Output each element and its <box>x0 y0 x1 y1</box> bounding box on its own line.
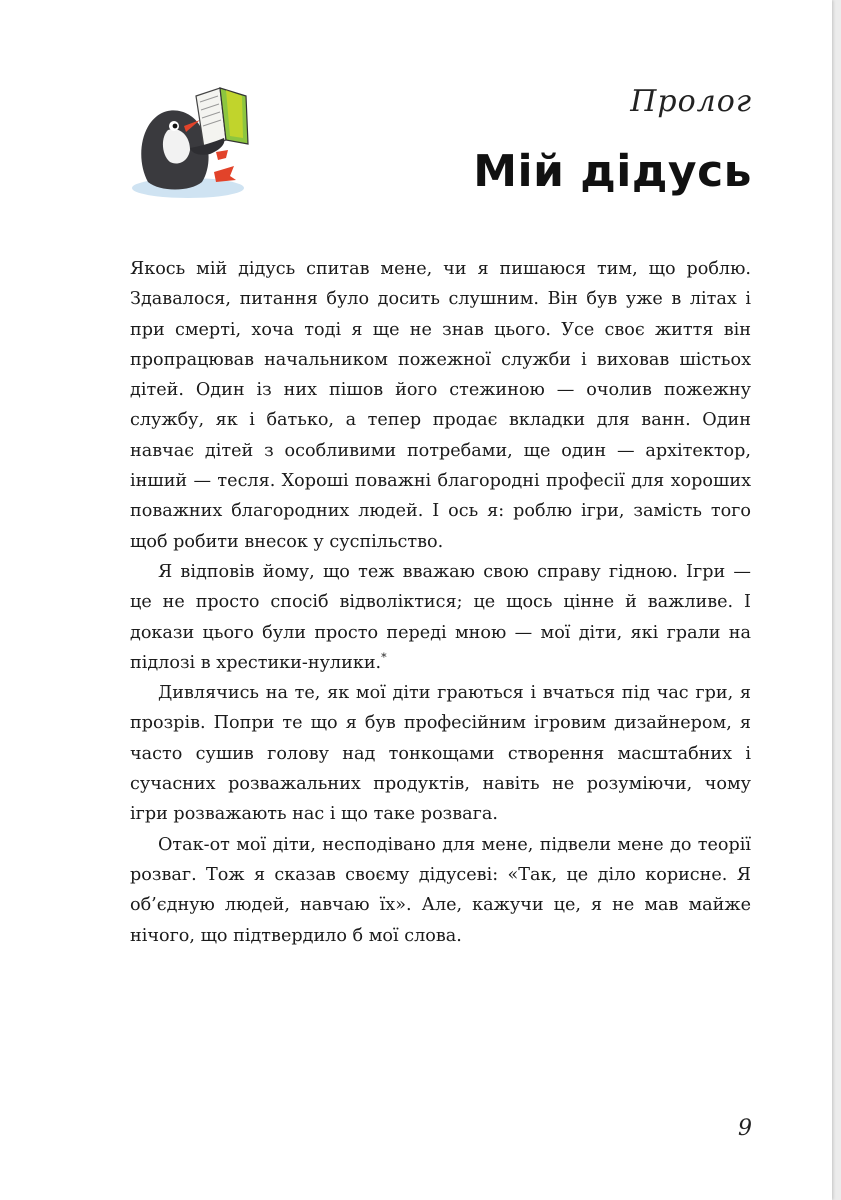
chapter-title: Мій дідусь <box>473 146 752 197</box>
paragraph-text: Отак-от мої діти, несподівано для мене, підвели мене до теорії розваг. Тож я сказав своєму дідусеві: «Так, це діло корисне. Я об’єдную людей, навчаю їх». Але, кажучи це, я не мав майже нічого, що підтвердило б мої слова. <box>130 834 751 946</box>
footnote-mark: * <box>381 651 387 664</box>
paragraph <box>130 557 751 678</box>
chapter-label: Пролог <box>630 84 752 119</box>
penguin-reading-book-icon <box>130 82 256 202</box>
paragraph-text: Я відповів йому, що теж вважаю свою справу гідною. Ігри — це не просто спосіб відволіктися; це щось цінне й важливе. І докази цього були просто переді мною — мої діти, які грали на підлозі в хрестики-нулики. <box>130 561 751 673</box>
paragraph <box>130 830 751 951</box>
paragraph-text: Якось мій дідусь спитав мене, чи я пишаюся тим, що роблю. Здавалося, питання було досить слушним. Він був уже в літах і при смерті, хоча тоді я ще не знав цього. Усе своє життя він пропрацював начальником пожежної служби і виховав шістьох дітей. Один із них пішов його стежиною — очолив пожежну службу, як і батько, а тепер продає вкладки для ванн. Один навчає дітей з особливими потребами, ще один — архітектор, інший — тесля. Хороші поважні благородні професії для хороших поважних благородних людей. І ось я: роблю ігри, замість того щоб робити внесок у суспільство. <box>130 259 751 552</box>
paragraph <box>130 254 751 557</box>
body-text <box>130 254 751 951</box>
paragraph-text: Дивлячись на те, як мої діти граються і вчаться під час гри, я прозрів. Попри те що я був професійним ігровим дизайнером, я часто сушив голову над тонкощами створення масштабних і сучасних розважальних продуктів, навіть не розуміючи, чому ігри розважають нас і що таке розвага. <box>130 683 751 825</box>
page-number: 9 <box>738 1116 752 1141</box>
paragraph <box>130 678 751 829</box>
